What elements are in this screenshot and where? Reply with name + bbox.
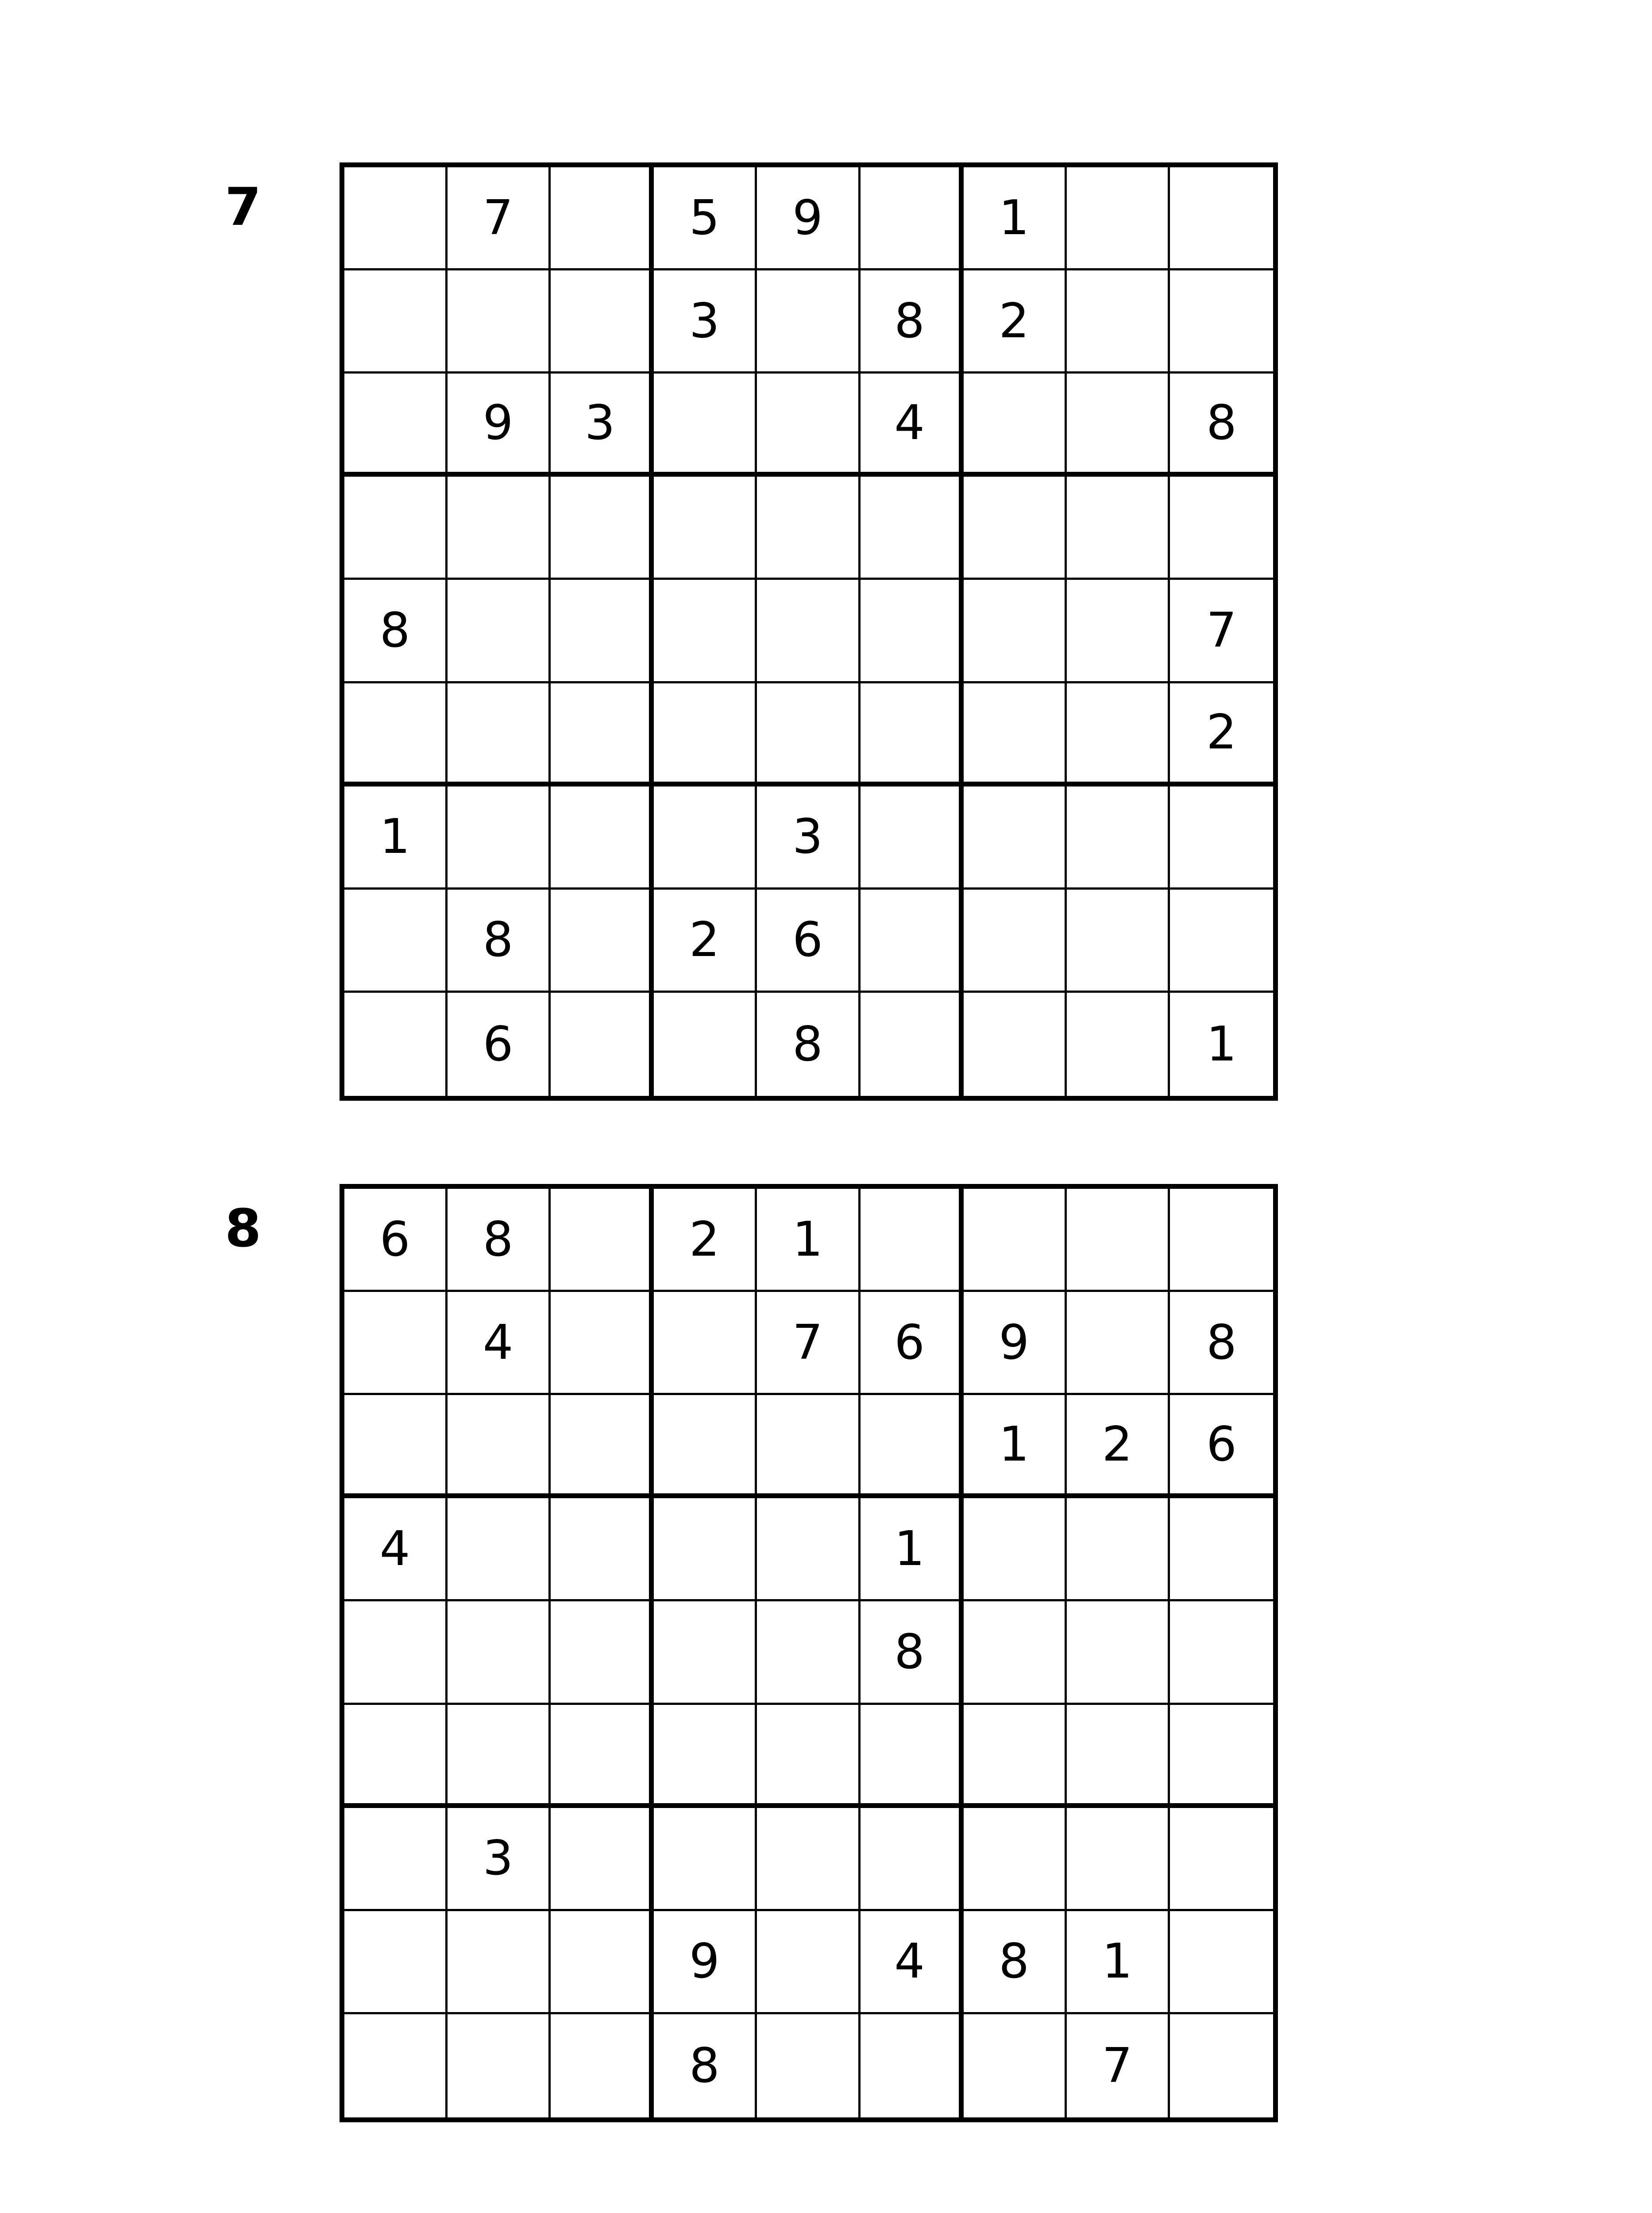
sudoku-cell: 9 — [448, 374, 551, 477]
sudoku-cell: 3 — [654, 270, 757, 374]
sudoku-cell[interactable] — [1170, 477, 1273, 580]
sudoku-cell[interactable] — [964, 1808, 1067, 1911]
sudoku-cell[interactable] — [861, 1189, 964, 1292]
sudoku-cell[interactable] — [1067, 477, 1170, 580]
sudoku-cell: 1 — [1206, 1016, 1237, 1072]
sudoku-cell[interactable] — [861, 787, 964, 890]
sudoku-cell[interactable] — [1067, 1601, 1170, 1704]
sudoku-cell[interactable] — [964, 787, 1067, 890]
sudoku-cell[interactable] — [964, 580, 1067, 683]
sudoku-cell[interactable] — [448, 787, 551, 890]
sudoku-cell[interactable] — [344, 2014, 448, 2117]
sudoku-cell: 8 — [344, 580, 448, 683]
sudoku-cell[interactable] — [551, 167, 654, 270]
sudoku-cell: 6 — [344, 1189, 448, 1292]
sudoku-cell[interactable] — [654, 1808, 757, 1911]
sudoku-cell: 8 — [448, 1189, 551, 1292]
puzzle-number-8: 8 — [225, 1198, 262, 1259]
sudoku-cell[interactable] — [757, 374, 860, 477]
sudoku-cell[interactable] — [1067, 683, 1170, 787]
sudoku-cell[interactable] — [1067, 580, 1170, 683]
sudoku-cell[interactable] — [448, 270, 551, 374]
sudoku-cell: 1 — [964, 167, 1067, 270]
sudoku-cell[interactable] — [861, 580, 964, 683]
sudoku-cell: 6 — [861, 1292, 964, 1395]
sudoku-cell: 9 — [757, 167, 860, 270]
sudoku-cell[interactable] — [344, 1911, 448, 2014]
sudoku-cell[interactable] — [654, 477, 757, 580]
sudoku-cell[interactable] — [861, 1808, 964, 1911]
sudoku-cell: 8 — [448, 890, 551, 993]
sudoku-cell[interactable] — [861, 890, 964, 993]
sudoku-cell: 8 — [861, 270, 964, 374]
sudoku-cell[interactable] — [1170, 1911, 1273, 2014]
sudoku-board-8 — [340, 1184, 1278, 2122]
sudoku-cell[interactable] — [654, 374, 757, 477]
puzzle-number-7: 7 — [225, 176, 262, 237]
sudoku-cell[interactable] — [861, 1395, 964, 1498]
sudoku-cell: 1 — [1067, 1911, 1170, 2014]
sudoku-cell[interactable] — [964, 1601, 1067, 1704]
sudoku-cell: 8 — [861, 1601, 964, 1704]
sudoku-cell: 2 — [654, 1189, 757, 1292]
sudoku-cell[interactable] — [551, 683, 654, 787]
sudoku-cell[interactable] — [448, 683, 551, 787]
sudoku-cell[interactable] — [448, 1395, 551, 1498]
sudoku-cell[interactable] — [757, 1498, 860, 1601]
sudoku-cell: 4 — [861, 1911, 964, 2014]
sudoku-cell[interactable] — [551, 1292, 654, 1395]
sudoku-cell[interactable] — [757, 270, 860, 374]
sudoku-cell[interactable] — [344, 374, 448, 477]
sudoku-cell[interactable] — [448, 1601, 551, 1704]
sudoku-cell[interactable] — [551, 1395, 654, 1498]
sudoku-cell: 3 — [757, 787, 860, 890]
sudoku-cell[interactable] — [757, 1911, 860, 2014]
sudoku-cell: 2 — [964, 270, 1067, 374]
sudoku-cell[interactable] — [964, 374, 1067, 477]
sudoku-cell[interactable] — [757, 580, 860, 683]
sudoku-cell[interactable] — [1170, 1705, 1273, 1808]
sudoku-cell[interactable] — [448, 1705, 551, 1808]
sudoku-cell[interactable] — [448, 580, 551, 683]
sudoku-cell: 1 — [757, 1189, 860, 1292]
sudoku-cell[interactable] — [757, 1808, 860, 1911]
sudoku-cell[interactable] — [344, 1601, 448, 1704]
sudoku-cell[interactable] — [654, 580, 757, 683]
sudoku-cell[interactable] — [1067, 270, 1170, 374]
sudoku-cell: 2 — [1170, 683, 1273, 787]
sudoku-cell: 7 — [1067, 2014, 1170, 2117]
sudoku-cell[interactable] — [861, 1705, 964, 1808]
sudoku-cell: 9 — [654, 1911, 757, 2014]
sudoku-cell[interactable] — [654, 787, 757, 890]
sudoku-cell: 3 — [448, 1808, 551, 1911]
sudoku-cell[interactable] — [964, 477, 1067, 580]
sudoku-cell[interactable] — [757, 1601, 860, 1704]
sudoku-cell[interactable] — [1067, 167, 1170, 270]
sudoku-cell[interactable] — [1067, 1189, 1170, 1292]
sudoku-cell[interactable] — [1170, 2014, 1273, 2117]
sudoku-cell[interactable] — [551, 1705, 654, 1808]
sudoku-cell: 7 — [757, 1292, 860, 1395]
sudoku-cell[interactable] — [964, 1705, 1067, 1808]
sudoku-cell[interactable] — [654, 1292, 757, 1395]
sudoku-cell[interactable] — [344, 683, 448, 787]
sudoku-cell[interactable] — [344, 1705, 448, 1808]
sudoku-cell: 9 — [964, 1292, 1067, 1395]
sudoku-cell[interactable] — [757, 2014, 860, 2117]
sudoku-board-7 — [340, 162, 1278, 1101]
sudoku-cell: 7 — [448, 167, 551, 270]
sudoku-cell[interactable] — [964, 1189, 1067, 1292]
sudoku-cell[interactable] — [344, 1395, 448, 1498]
sudoku-cell: 1 — [964, 1395, 1067, 1498]
sudoku-cell[interactable] — [551, 1911, 654, 2014]
sudoku-cell[interactable] — [1170, 1601, 1273, 1704]
sudoku-cell[interactable] — [654, 993, 757, 1096]
sudoku-cell[interactable] — [861, 167, 964, 270]
sudoku-cell[interactable] — [1170, 270, 1273, 374]
sudoku-cell[interactable] — [448, 477, 551, 580]
sudoku-cell[interactable] — [344, 993, 448, 1096]
sudoku-cell[interactable] — [654, 1601, 757, 1704]
sudoku-cell: 2 — [654, 890, 757, 993]
sudoku-cell: 8 — [964, 1911, 1067, 2014]
sudoku-cell[interactable] — [1170, 890, 1273, 993]
sudoku-cell[interactable] — [551, 1498, 654, 1601]
sudoku-cell[interactable] — [1170, 1808, 1273, 1911]
sudoku-cell[interactable] — [344, 1808, 448, 1911]
sudoku-cell: 3 — [551, 374, 654, 477]
sudoku-cell[interactable] — [757, 683, 860, 787]
sudoku-cell[interactable] — [1067, 1292, 1170, 1395]
sudoku-cell[interactable] — [551, 1189, 654, 1292]
sudoku-cell[interactable] — [448, 1498, 551, 1601]
sudoku-cell[interactable] — [551, 2014, 654, 2117]
sudoku-cell[interactable] — [551, 787, 654, 890]
sudoku-cell: 6 — [757, 890, 860, 993]
sudoku-cell: 2 — [1067, 1395, 1170, 1498]
sudoku-cell[interactable] — [448, 2014, 551, 2117]
sudoku-cell[interactable] — [1067, 374, 1170, 477]
sudoku-cell: 6 — [1170, 1395, 1273, 1498]
sudoku-cell: 1 — [344, 787, 448, 890]
sudoku-cell[interactable] — [1170, 787, 1273, 890]
sudoku-cell[interactable] — [1170, 167, 1273, 270]
sudoku-cell[interactable] — [551, 890, 654, 993]
sudoku-cell[interactable] — [551, 477, 654, 580]
sudoku-cell[interactable] — [1170, 1189, 1273, 1292]
sudoku-cell[interactable] — [757, 477, 860, 580]
sudoku-cell[interactable] — [861, 477, 964, 580]
sudoku-cell[interactable] — [1067, 890, 1170, 993]
sudoku-cell[interactable] — [964, 2014, 1067, 2117]
sudoku-cell[interactable] — [344, 890, 448, 993]
sudoku-cell: 8 — [1170, 374, 1273, 477]
sudoku-cell[interactable] — [861, 2014, 964, 2117]
sudoku-cell[interactable] — [344, 270, 448, 374]
sudoku-cell[interactable] — [654, 1705, 757, 1808]
sudoku-cell: 7 — [1170, 580, 1273, 683]
sudoku-cell[interactable] — [551, 993, 654, 1096]
sudoku-cell[interactable] — [551, 270, 654, 374]
sudoku-cell[interactable] — [1067, 1498, 1170, 1601]
sudoku-cell: 6 — [448, 993, 551, 1096]
sudoku-cell[interactable] — [654, 1498, 757, 1601]
sudoku-cell[interactable] — [964, 890, 1067, 993]
sudoku-cell[interactable] — [551, 580, 654, 683]
sudoku-cell[interactable] — [551, 1601, 654, 1704]
sudoku-cell[interactable] — [344, 167, 448, 270]
sudoku-cell[interactable] — [1067, 1705, 1170, 1808]
sudoku-cell[interactable] — [861, 993, 964, 1096]
sudoku-cell[interactable] — [1067, 993, 1170, 1096]
sudoku-cell: 5 — [654, 167, 757, 270]
sudoku-cell[interactable] — [861, 683, 964, 787]
sudoku-cell: 8 — [757, 993, 860, 1096]
sudoku-cell: 8 — [654, 2014, 757, 2117]
sudoku-cell[interactable] — [1067, 1808, 1170, 1911]
sudoku-cell[interactable] — [964, 1498, 1067, 1601]
sudoku-cell[interactable] — [964, 993, 1067, 1096]
sudoku-cell: 4 — [448, 1292, 551, 1395]
sudoku-cell[interactable] — [757, 1705, 860, 1808]
sudoku-cell[interactable] — [448, 1911, 551, 2014]
sudoku-cell: 8 — [1170, 1292, 1273, 1395]
sudoku-cell[interactable] — [1170, 1498, 1273, 1601]
sudoku-cell[interactable] — [757, 1395, 860, 1498]
sudoku-cell[interactable] — [344, 477, 448, 580]
sudoku-cell[interactable] — [654, 683, 757, 787]
sudoku-cell: 1 — [861, 1498, 964, 1601]
sudoku-cell: 4 — [861, 374, 964, 477]
sudoku-cell[interactable] — [1067, 787, 1170, 890]
sudoku-cell[interactable] — [551, 1808, 654, 1911]
sudoku-cell[interactable] — [964, 683, 1067, 787]
sudoku-cell[interactable] — [654, 1395, 757, 1498]
sudoku-cell[interactable] — [344, 1292, 448, 1395]
sudoku-cell: 4 — [344, 1498, 448, 1601]
